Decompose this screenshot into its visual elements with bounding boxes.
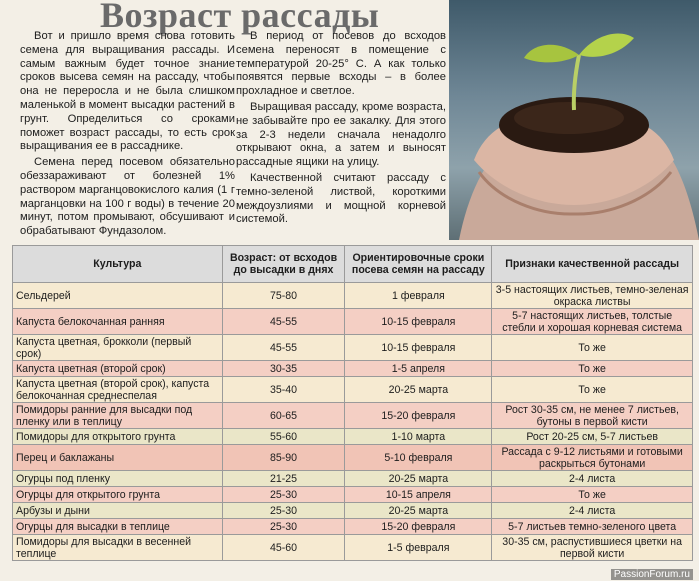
quality-cell: 5-7 настоящих листьев, толстые стебли и хорошая корневая система — [492, 309, 693, 335]
column-header: Культура — [13, 246, 223, 283]
article-column-left — [20, 30, 235, 241]
age-cell: 25-30 — [222, 487, 345, 503]
quality-cell: 3-5 настоящих листьев, темно-зеленая окраска листвы — [492, 283, 693, 309]
quality-cell: 2-4 листа — [492, 471, 693, 487]
crop-cell: Капуста белокочанная ранняя — [13, 309, 223, 335]
seedling-in-hands-photo — [449, 0, 699, 240]
quality-cell: 2-4 листа — [492, 503, 693, 519]
crop-cell: Сельдерей — [13, 283, 223, 309]
crop-cell: Перец и баклажаны — [13, 445, 223, 471]
sowing-date-cell: 20-25 марта — [345, 471, 492, 487]
age-cell: 85-90 — [222, 445, 345, 471]
table-row — [13, 377, 693, 403]
quality-cell: То же — [492, 335, 693, 361]
paragraph: В период от посевов до всходов семена переносят в помещение с температурой 20-25° С. А как только появятся первые всходы – в более прохладное и светлое. — [236, 30, 446, 98]
crop-cell: Помидоры для высадки в весенней теплице — [13, 535, 223, 561]
table-row — [13, 309, 693, 335]
crop-cell: Огурцы под пленку — [13, 471, 223, 487]
quality-cell: Рост 30-35 см, не менее 7 листьев, бутоны в первой кисти — [492, 403, 693, 429]
paragraph: Вот и пришло время снова готовить семена для выращивания рассады. И самым важным будет точное знание сроков высева семян на рассаду, чтобы она не переросла и не была слишком маленькой в момент высадки растений в грунт. Определиться со сроками поможет возраст рассады, то есть срок выращивания ее в рассаднике. — [20, 30, 235, 153]
crop-cell: Огурцы для высадки в теплице — [13, 519, 223, 535]
age-cell: 55-60 — [222, 429, 345, 445]
age-cell: 45-55 — [222, 309, 345, 335]
age-cell: 45-55 — [222, 335, 345, 361]
table-row — [13, 429, 693, 445]
age-cell: 45-60 — [222, 535, 345, 561]
column-header: Возраст: от всходов до высадки в днях — [222, 246, 345, 283]
age-cell: 75-80 — [222, 283, 345, 309]
sowing-date-cell: 1-5 февраля — [345, 535, 492, 561]
quality-cell: Рост 20-25 см, 5-7 листьев — [492, 429, 693, 445]
table-row — [13, 519, 693, 535]
quality-cell: 30-35 см, распустившиеся цветки на первой кисти — [492, 535, 693, 561]
age-cell: 35-40 — [222, 377, 345, 403]
crop-cell: Капуста цветная (второй срок), капуста белокочанная среднеспелая — [13, 377, 223, 403]
site-watermark: PassionForum.ru — [611, 569, 693, 580]
quality-cell: Рассада с 9-12 листьями и готовыми раскрыться бутонами — [492, 445, 693, 471]
column-header: Ориентировочные сроки посева семян на рассаду — [345, 246, 492, 283]
paragraph: Качественной считают рассаду с темно-зеленой листвой, короткими междоузлиями и мощной корневой системой. — [236, 171, 446, 226]
crop-cell: Огурцы для открытого грунта — [13, 487, 223, 503]
crop-cell: Капуста цветная (второй срок) — [13, 361, 223, 377]
age-cell: 30-35 — [222, 361, 345, 377]
table-header-row — [13, 246, 693, 283]
sowing-date-cell: 20-25 марта — [345, 503, 492, 519]
article-column-middle — [236, 30, 446, 229]
sowing-date-cell: 1-5 апреля — [345, 361, 492, 377]
sowing-date-cell: 15-20 февраля — [345, 403, 492, 429]
quality-cell: То же — [492, 487, 693, 503]
age-cell: 25-30 — [222, 503, 345, 519]
quality-cell: То же — [492, 377, 693, 403]
table-row — [13, 403, 693, 429]
table-row — [13, 335, 693, 361]
table-row — [13, 361, 693, 377]
paragraph: Семена перед посевом обязательно обеззараживают от болезней 1% раствором марганцовокислого калия (1 г марганцовки на 100 г воды) в течение 20 минут, потом промывают, обсушивают и обрабатывают Фундазолом. — [20, 156, 235, 238]
crop-cell: Помидоры ранние для высадки под пленку или в теплицу — [13, 403, 223, 429]
quality-cell: То же — [492, 361, 693, 377]
paragraph: Выращивая рассаду, кроме возраста, не забывайте про ее закалку. Для этого за 2-3 недели сначала ненадолго открывают окна, а затем и выносят рассадные ящики на улицу. — [236, 100, 446, 169]
sowing-date-cell: 20-25 марта — [345, 377, 492, 403]
seedling-illustration — [449, 0, 699, 240]
age-cell: 25-30 — [222, 519, 345, 535]
age-cell: 60-65 — [222, 403, 345, 429]
table-row — [13, 445, 693, 471]
crop-cell: Помидоры для открытого грунта — [13, 429, 223, 445]
column-header: Признаки качественной рассады — [492, 246, 693, 283]
sowing-date-cell: 1-10 марта — [345, 429, 492, 445]
sowing-date-cell: 1 февраля — [345, 283, 492, 309]
crop-cell: Капуста цветная, брокколи (первый срок) — [13, 335, 223, 361]
seedling-age-table — [12, 245, 693, 561]
sowing-date-cell: 5-10 февраля — [345, 445, 492, 471]
sowing-date-cell: 10-15 февраля — [345, 335, 492, 361]
crop-cell: Арбузы и дыни — [13, 503, 223, 519]
table-row — [13, 503, 693, 519]
article-title: Возраст рассады — [100, 0, 380, 35]
table-row — [13, 283, 693, 309]
sowing-date-cell: 10-15 февраля — [345, 309, 492, 335]
table-row — [13, 487, 693, 503]
table-row — [13, 535, 693, 561]
table-row — [13, 471, 693, 487]
quality-cell: 5-7 листьев темно-зеленого цвета — [492, 519, 693, 535]
sowing-date-cell: 10-15 апреля — [345, 487, 492, 503]
sowing-date-cell: 15-20 февраля — [345, 519, 492, 535]
age-cell: 21-25 — [222, 471, 345, 487]
